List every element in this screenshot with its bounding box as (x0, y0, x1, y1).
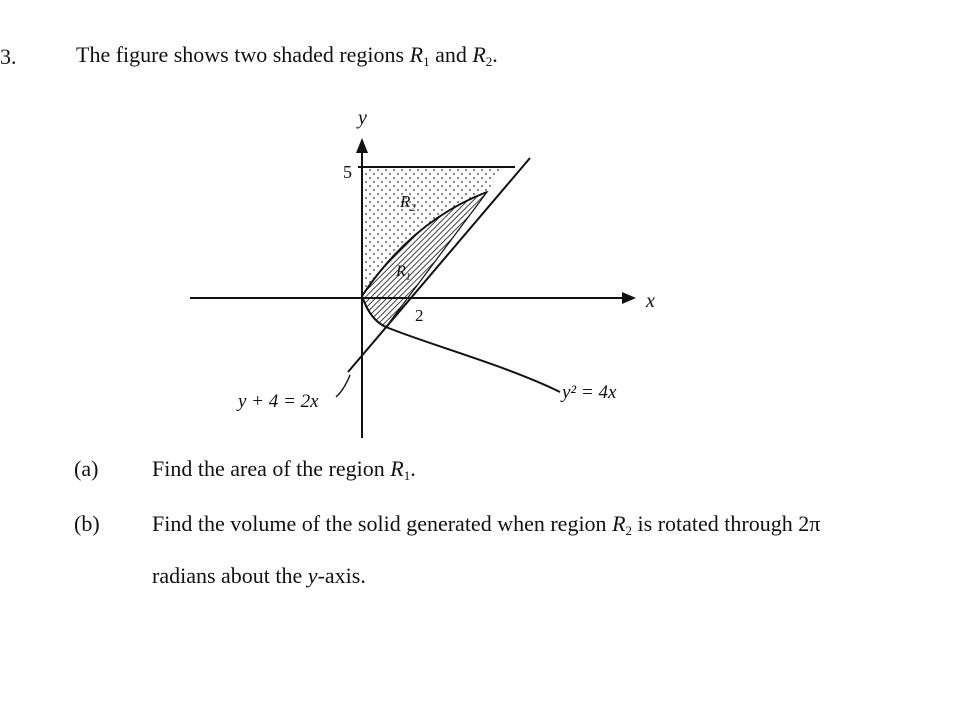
part-a-label: (a) (74, 456, 99, 481)
part-b-label: (b) (74, 511, 100, 536)
y-axis-arrow (356, 138, 368, 153)
line-label-leader (336, 375, 350, 397)
region-r1-label: $R_1$ (396, 263, 411, 283)
y-axis-label: y (358, 107, 367, 129)
region-r2-label: $R_2$ (400, 192, 416, 214)
intro-text: The figure shows two shaded regions (76, 42, 405, 67)
intro-and: and (435, 42, 467, 67)
intro-r2: $R_2$ (472, 42, 493, 69)
parabola-equation-label: y² = 4x (562, 382, 617, 403)
part-b-text-continued: radians about the y-axis. (152, 563, 366, 588)
tick-label-5: 5 (343, 162, 352, 182)
part-a-text: Find the area of the region $R_1$. (152, 456, 416, 483)
line-equation-label: y + 4 = 2x (238, 391, 319, 412)
part-b-text: Find the volume of the solid generated when region $R_2$ is rotated through 2π (152, 511, 821, 538)
intro-period: . (492, 42, 498, 67)
intro-r1: $R_1$ (409, 42, 430, 69)
x-axis-arrow (622, 292, 636, 304)
tick-label-2: 2 (415, 306, 424, 325)
question-number: 3. (0, 44, 17, 69)
x-axis-label: x (646, 290, 655, 312)
